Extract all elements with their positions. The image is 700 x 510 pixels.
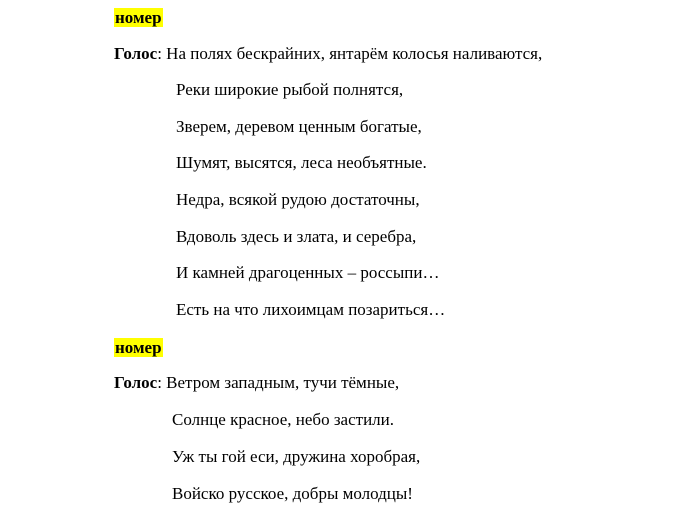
section-marker [114,8,163,28]
highlighted-marker: номер [115,8,162,27]
highlighted-marker: номер [115,338,162,357]
verse-line: Есть на что лихоимцам позариться… [176,300,446,319]
verse-line: Солнце красное, небо застили. [172,410,394,429]
verse-line: Реки широкие рыбой полнятся, [176,80,404,99]
speaker-colon: : [157,373,167,392]
verse-line: Недра, всякой рудою достаточны, [176,190,420,209]
verse-line: Ветром западным, тучи тёмные, [166,373,400,392]
section-marker [114,338,163,358]
verse-line: Войско русское, добры молодцы! [172,484,413,503]
speaker-colon: : [157,44,167,63]
speaker-name: Голос [114,373,158,392]
verse-line-with-speaker [114,44,542,64]
verse-line: Вдоволь здесь и злата, и серебра, [176,227,417,246]
verse-line: Зверем, деревом ценным богатые, [176,117,422,136]
verse-line: И камней драгоценных – россыпи… [176,263,440,282]
verse-line: На полях бескрайних, янтарём колосья наливаются, [166,44,543,63]
verse-line: Шумят, высятся, леса необъятные. [176,153,427,172]
speaker-name: Голос [114,44,158,63]
verse-line-with-speaker [114,373,399,393]
verse-line: Уж ты гой еси, дружина хоробрая, [172,447,421,466]
